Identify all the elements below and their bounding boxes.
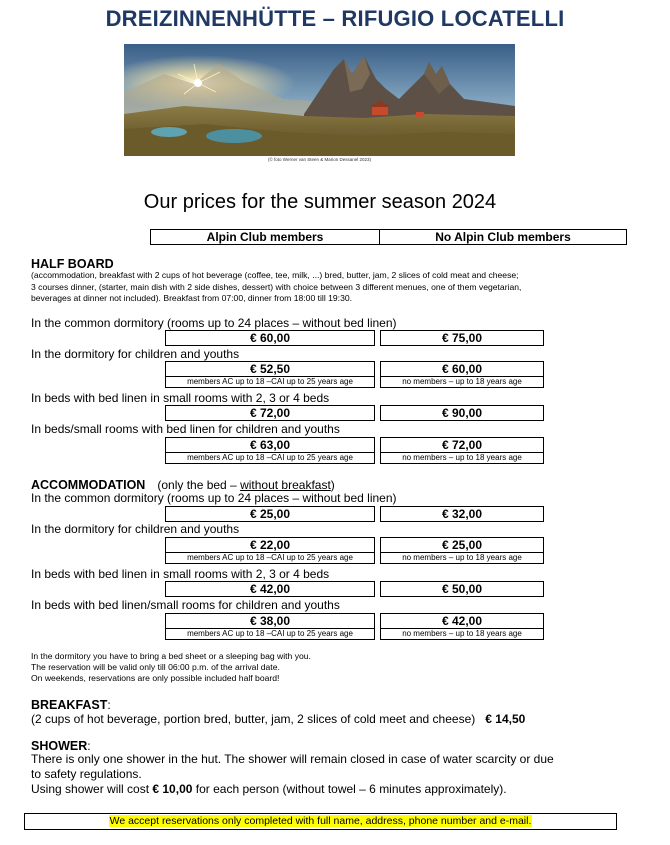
column-header-members: Alpin Club members — [150, 229, 380, 245]
photo-credit: (© foto Werner van Steen & Marion Dessanel 2023) — [267, 157, 372, 162]
row-label: In beds with bed linen/small rooms for children and youths — [31, 598, 340, 612]
reservation-notice — [24, 813, 617, 830]
price-value: € 72,00 — [249, 406, 291, 420]
price-value: € 42,00 — [249, 582, 291, 596]
shower-heading: SHOWER — [31, 739, 88, 753]
row-label: In the common dormitory (rooms up to 24 places – without bed linen) — [31, 491, 397, 505]
subheading-text: ) — [330, 478, 335, 492]
price-value: € 42,00 — [441, 614, 483, 628]
price-non-member — [380, 405, 544, 421]
price-member — [165, 361, 375, 388]
age-note: members AC up to 18 –CAI up to 25 years age — [166, 552, 374, 563]
age-note: no members – up to 18 years age — [381, 628, 543, 639]
shower-cost-line — [31, 782, 554, 797]
row-label: In the dormitory for children and youths — [31, 522, 240, 536]
price-member — [165, 437, 375, 464]
row-label: In beds with bed linen in small rooms with 2, 3 or 4 beds — [31, 391, 330, 405]
price-member — [165, 537, 375, 564]
price-non-member — [380, 361, 544, 388]
accommodation-heading: ACCOMMODATION — [31, 478, 146, 492]
note-line: In the dormitory you have to bring a bed sheet or a sleeping bag with you. — [31, 651, 311, 661]
breakfast-text: (2 cups of hot beverage, portion bred, butter, jam, 2 slices of cold meet and cheese) — [31, 712, 476, 726]
price-value: € 60,00 — [249, 331, 291, 345]
description-line: beverages at dinner not included). Breakfast from 07:00, dinner from 18:00 till 19:30. — [31, 293, 353, 303]
price-value: € 75,00 — [441, 331, 483, 345]
note-line: The reservation will be valid only till 06:00 p.m. of the arrival date. — [31, 662, 280, 672]
note-line: On weekends, reservations are only possible included half board! — [31, 673, 280, 683]
subheading-text: (only the bed – — [157, 478, 241, 492]
price-value: € 32,00 — [441, 507, 483, 521]
column-header-non-members: No Alpin Club members — [379, 229, 627, 245]
price-value: € 38,00 — [249, 614, 291, 628]
price-member — [165, 330, 375, 346]
row-label: In the common dormitory (rooms up to 24 places – without bed linen) — [31, 316, 397, 330]
price-non-member — [380, 506, 544, 522]
price-member — [165, 581, 375, 597]
price-value: € 22,00 — [249, 538, 291, 552]
price-non-member — [380, 537, 544, 564]
price-non-member — [380, 437, 544, 464]
age-note: no members – up to 18 years age — [381, 452, 543, 463]
shower-cost-price: € 10,00 — [152, 782, 193, 796]
notes-block — [31, 651, 311, 684]
breakfast-line — [31, 712, 525, 726]
price-value: € 25,00 — [249, 507, 291, 521]
price-value: € 52,50 — [249, 362, 291, 376]
price-non-member — [380, 330, 544, 346]
price-value: € 72,00 — [441, 438, 483, 452]
price-value: € 63,00 — [249, 438, 291, 452]
shower-cost-text: for each person (without towel – 6 minutes approximately). — [192, 782, 507, 796]
age-note: members AC up to 18 –CAI up to 25 years age — [166, 452, 374, 463]
price-value: € 50,00 — [441, 582, 483, 596]
price-value: € 25,00 — [441, 538, 483, 552]
age-note: no members – up to 18 years age — [381, 376, 543, 387]
half-board-description — [31, 270, 521, 305]
price-non-member — [380, 613, 544, 640]
description-line: (accommodation, breakfast with 2 cups of hot beverage (coffee, tee, milk, ...) bred, butter, jam, 2 slices of cold meat and cheese; — [31, 270, 519, 280]
mountain-photo — [124, 44, 515, 156]
row-label: In beds with bed linen in small rooms with 2, 3 or 4 beds — [31, 567, 330, 581]
price-value: € 60,00 — [441, 362, 483, 376]
breakfast-heading-line: BREAKFAST: — [31, 698, 111, 712]
row-label: In beds/small rooms with bed linen for children and youths — [31, 422, 340, 436]
half-board-heading: HALF BOARD — [31, 257, 114, 271]
price-member — [165, 405, 375, 421]
document-title: DREIZINNENHÜTTE – RIFUGIO LOCATELLI — [105, 6, 565, 31]
row-label: In the dormitory for children and youths — [31, 347, 240, 361]
breakfast-heading: BREAKFAST — [31, 698, 108, 712]
age-note: members AC up to 18 –CAI up to 25 years age — [166, 628, 374, 639]
shower-line: There is only one shower in the hut. The shower will remain closed in case of water scarcity or due — [31, 752, 554, 766]
age-note: no members – up to 18 years age — [381, 552, 543, 563]
shower-text — [31, 752, 554, 797]
season-title: Our prices for the summer season 2024 — [143, 191, 497, 213]
price-value: € 90,00 — [441, 406, 483, 420]
shower-heading-line: SHOWER: — [31, 739, 91, 753]
price-member — [165, 506, 375, 522]
price-non-member — [380, 581, 544, 597]
subheading-underlined: without breakfast — [240, 478, 331, 492]
shower-line: to safety regulations. — [31, 767, 142, 781]
breakfast-price: € 14,50 — [485, 712, 526, 726]
description-line: 3 courses dinner, (starter, main dish with 2 side dishes, dessert) with choice between 3 different menues, one of them vegetarian, — [31, 281, 522, 292]
reservation-notice-text: We accept reservations only completed with full name, address, phone number and e-mail. — [109, 815, 532, 827]
shower-cost-text: Using shower will cost — [31, 782, 153, 796]
age-note: members AC up to 18 –CAI up to 25 years age — [166, 376, 374, 387]
price-member — [165, 613, 375, 640]
